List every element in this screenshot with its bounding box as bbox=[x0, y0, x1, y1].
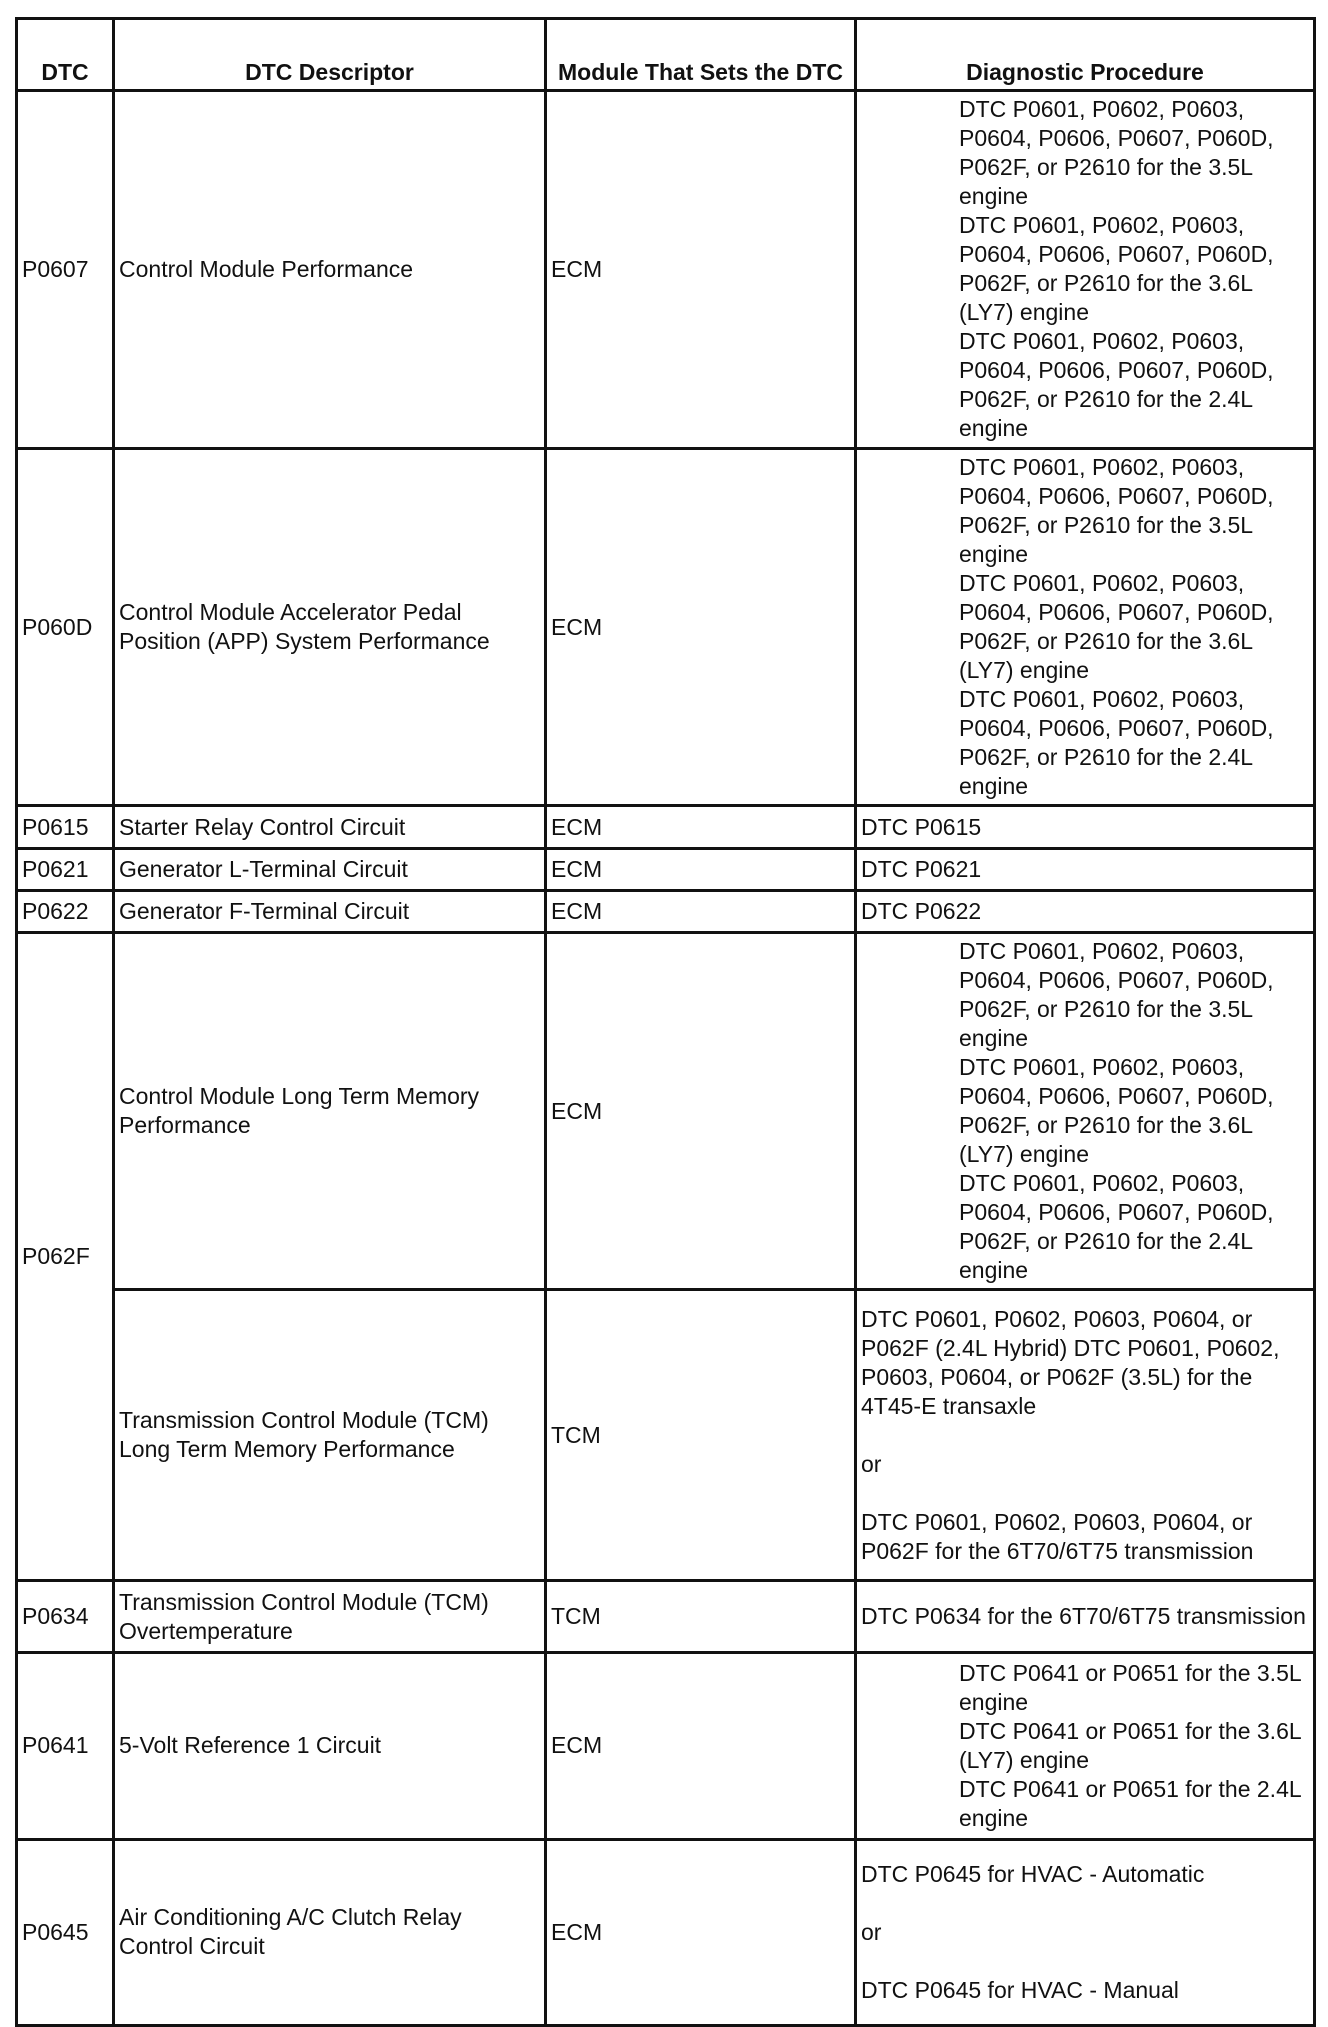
procedure-link[interactable]: DTC P0601, P0602, P0603, P0604, or P062F for the 6T70/6T75 transmission bbox=[861, 1508, 1254, 1564]
procedure-cell bbox=[856, 1839, 1315, 2025]
dtc-descriptor: Transmission Control Module (TCM) Overtemperature bbox=[114, 1581, 546, 1653]
module-cell: ECM bbox=[546, 932, 856, 1290]
procedure-cell bbox=[856, 1290, 1315, 1581]
procedure-or: or bbox=[861, 1918, 882, 1945]
procedure-link[interactable]: DTC P0601, P0602, P0603, P0604, P0606, P0607, P060D, P062F, or P2610 for the 3.5L engine bbox=[959, 938, 1274, 1052]
procedure-link[interactable]: DTC P0634 for the 6T70/6T75 transmission bbox=[861, 1603, 1306, 1630]
procedure-link[interactable]: DTC P0601, P0602, P0603, P0604, P0606, P0607, P060D, P062F, or P2610 for the 2.4L engine bbox=[959, 328, 1274, 442]
header-row bbox=[17, 19, 1315, 91]
header-procedure: Diagnostic Procedure bbox=[856, 19, 1315, 91]
dtc-code: P0621 bbox=[17, 848, 114, 890]
table-row bbox=[17, 91, 1315, 449]
dtc-descriptor: Control Module Accelerator Pedal Position (APP) System Performance bbox=[114, 448, 546, 806]
module-cell: ECM bbox=[546, 91, 856, 449]
table-row bbox=[17, 848, 1315, 890]
procedure-link[interactable]: DTC P0601, P0602, P0603, P0604, P0606, P0607, P060D, P062F, or P2610 for the 3.5L engine bbox=[959, 454, 1274, 568]
module-cell: ECM bbox=[546, 848, 856, 890]
table-row bbox=[17, 1581, 1315, 1653]
procedure-link[interactable]: DTC P0621 bbox=[861, 855, 982, 882]
module-cell: TCM bbox=[546, 1290, 856, 1581]
procedure-link[interactable]: DTC P0601, P0602, P0603, P0604, or P062F (2.4L Hybrid) DTC P0601, P0602, P0603, P0604, or P062F (3.5L) for the 4T45-E transaxle bbox=[861, 1305, 1280, 1419]
dtc-descriptor: Air Conditioning A/C Clutch Relay Control Circuit bbox=[114, 1839, 546, 2025]
dtc-code: P0622 bbox=[17, 890, 114, 932]
header-descriptor: DTC Descriptor bbox=[114, 19, 546, 91]
header-dtc: DTC bbox=[17, 19, 114, 91]
procedure-cell bbox=[856, 1581, 1315, 1653]
procedure-link[interactable]: DTC P0615 bbox=[861, 813, 982, 840]
dtc-descriptor: 5-Volt Reference 1 Circuit bbox=[114, 1653, 546, 1839]
procedure-cell bbox=[856, 848, 1315, 890]
procedure-link[interactable]: DTC P0601, P0602, P0603, P0604, P0606, P0607, P060D, P062F, or P2610 for the 2.4L engine bbox=[959, 1170, 1274, 1284]
procedure-cell bbox=[856, 932, 1315, 1290]
dtc-descriptor: Generator F-Terminal Circuit bbox=[114, 890, 546, 932]
table-row bbox=[17, 806, 1315, 848]
spacer bbox=[861, 1421, 1309, 1450]
table-row bbox=[17, 448, 1315, 806]
module-cell: ECM bbox=[546, 1839, 856, 2025]
procedure-link[interactable]: DTC P0645 for HVAC - Manual bbox=[861, 1976, 1179, 2003]
procedure-link[interactable]: DTC P0641 or P0651 for the 3.6L (LY7) engine bbox=[959, 1717, 1301, 1773]
module-cell: TCM bbox=[546, 1581, 856, 1653]
procedure-link[interactable]: DTC P0601, P0602, P0603, P0604, P0606, P0607, P060D, P062F, or P2610 for the 3.6L (LY7) engine bbox=[959, 570, 1274, 684]
module-cell: ECM bbox=[546, 890, 856, 932]
procedure-link[interactable]: DTC P0622 bbox=[861, 897, 982, 924]
procedure-link[interactable]: DTC P0601, P0602, P0603, P0604, P0606, P0607, P060D, P062F, or P2610 for the 3.5L engine bbox=[959, 96, 1274, 210]
procedure-link[interactable]: DTC P0601, P0602, P0603, P0604, P0606, P0607, P060D, P062F, or P2610 for the 2.4L engine bbox=[959, 686, 1274, 800]
module-cell: ECM bbox=[546, 1653, 856, 1839]
procedure-cell bbox=[856, 448, 1315, 806]
procedure-or: or bbox=[861, 1450, 882, 1477]
procedure-link[interactable]: DTC P0645 for HVAC - Automatic bbox=[861, 1860, 1205, 1887]
procedure-cell bbox=[856, 91, 1315, 449]
dtc-code: P0641 bbox=[17, 1653, 114, 1839]
spacer bbox=[861, 1479, 1309, 1508]
dtc-code: P0634 bbox=[17, 1581, 114, 1653]
header-module: Module That Sets the DTC bbox=[546, 19, 856, 91]
dtc-code: P0645 bbox=[17, 1839, 114, 2025]
procedure-cell bbox=[856, 806, 1315, 848]
table-row bbox=[17, 890, 1315, 932]
procedure-link[interactable]: DTC P0641 or P0651 for the 3.5L engine bbox=[959, 1659, 1301, 1715]
table-row bbox=[17, 1839, 1315, 2025]
table-row bbox=[17, 1653, 1315, 1839]
table-row bbox=[17, 1290, 1315, 1581]
dtc-descriptor: Starter Relay Control Circuit bbox=[114, 806, 546, 848]
module-cell: ECM bbox=[546, 806, 856, 848]
procedure-link[interactable]: DTC P0641 or P0651 for the 2.4L engine bbox=[959, 1775, 1301, 1831]
module-cell: ECM bbox=[546, 448, 856, 806]
dtc-table bbox=[15, 17, 1316, 2027]
dtc-code: P0607 bbox=[17, 91, 114, 449]
dtc-descriptor: Control Module Performance bbox=[114, 91, 546, 449]
dtc-code: P062F bbox=[17, 932, 114, 1580]
spacer bbox=[861, 1889, 1309, 1918]
dtc-code: P0615 bbox=[17, 806, 114, 848]
dtc-code: P060D bbox=[17, 448, 114, 806]
dtc-descriptor: Control Module Long Term Memory Performance bbox=[114, 932, 546, 1290]
table-row bbox=[17, 932, 1315, 1290]
spacer bbox=[861, 1947, 1309, 1976]
procedure-link[interactable]: DTC P0601, P0602, P0603, P0604, P0606, P0607, P060D, P062F, or P2610 for the 3.6L (LY7) engine bbox=[959, 212, 1274, 326]
dtc-descriptor: Generator L-Terminal Circuit bbox=[114, 848, 546, 890]
procedure-cell bbox=[856, 890, 1315, 932]
procedure-cell bbox=[856, 1653, 1315, 1839]
dtc-descriptor: Transmission Control Module (TCM) Long Term Memory Performance bbox=[114, 1290, 546, 1581]
procedure-link[interactable]: DTC P0601, P0602, P0603, P0604, P0606, P0607, P060D, P062F, or P2610 for the 3.6L (LY7) engine bbox=[959, 1054, 1274, 1168]
